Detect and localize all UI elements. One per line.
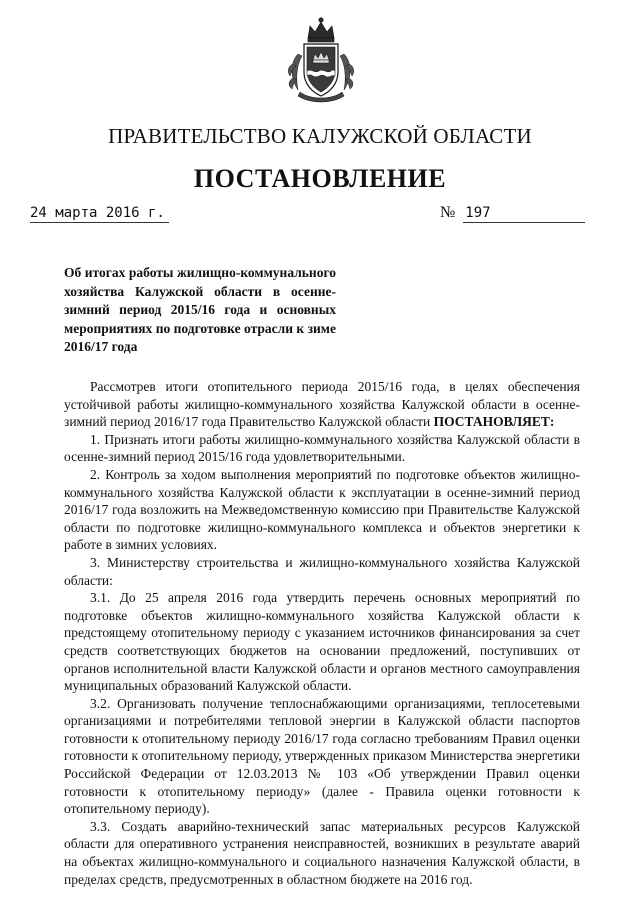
document-body bbox=[64, 378, 580, 888]
document-date: 24 марта 2016 г. bbox=[30, 205, 169, 223]
paragraph-3-2: 3.2. Организовать получение теплоснабжающими организациями, теплосетевыми организациями и потребителями тепловой энергии в Калужской области паспортов готовности к отопительному периоду 2016/17 года согласно требованиям Правил оценки готовности к отопительному периоду, утвержденных приказом Министерства энергетики Российской Федерации от 12.03.2013 № 103 «Об утверждении Правил оценки готовности к отопительному периоду» (далее - Правила оценки готовности к отопительному периоду). bbox=[64, 695, 580, 817]
number-sign: № bbox=[440, 204, 456, 221]
document-number-field bbox=[440, 204, 585, 223]
document-subject: Об итогах работы жилищно-коммунального хозяйства Калужской области в осенне-зимний период 2015/16 года и основных мероприятиях по подготовке отрасли к зиме 2016/17 года bbox=[64, 265, 336, 354]
paragraph-1: 1. Признать итоги работы жилищно-коммунального хозяйства Калужской области в осенне-зимний период 2015/16 года удовлетворительными. bbox=[64, 431, 580, 465]
government-title: ПРАВИТЕЛЬСТВО КАЛУЖСКОЙ ОБЛАСТИ bbox=[108, 124, 532, 148]
preamble-paragraph bbox=[64, 378, 580, 431]
document-type: ПОСТАНОВЛЕНИЕ bbox=[193, 164, 447, 193]
preamble-text: Рассмотрев итоги отопительного периода 2015/16 года, в целях обеспечения устойчивой работы жилищно-коммунального хозяйства Калужской области в осенне-зимний период 2016/17 года Правительство Калужской области bbox=[64, 379, 580, 430]
document-number: 197 bbox=[463, 204, 585, 223]
paragraph-3-1: 3.1. До 25 апреля 2016 года утвердить перечень основных мероприятий по подготовке объектов жилищно-коммунального хозяйства Калужской области к предстоящему отопительному периоду с указанием источников финансирования за счет средств соответствующих бюджетов на основании предложений, поступивших от органов исполнительной власти Калужской области и органов местного самоуправления муниципальных образований Калужской области. bbox=[64, 590, 580, 694]
paragraph-3-3: 3.3. Создать аварийно-технический запас материальных ресурсов Калужской области для оперативного устранения неисправностей, возникших в результате аварий на объектах жилищно-коммунального и социального назначения Калужской области, в пределах средств, предусмотренных в областном бюджете на 2016 год. bbox=[64, 818, 580, 887]
kaluga-coat-of-arms-icon bbox=[284, 14, 358, 104]
decree-word: ПОСТАНОВЛЯЕТ: bbox=[433, 414, 555, 430]
paragraph-2: 2. Контроль за ходом выполнения мероприятий по подготовке объектов жилищно-коммунального хозяйства Калужской области к эксплуатации в осенне-зимний период 2016/17 года возложить на Межведомственную комиссию при Правительстве Калужской области по подготовке жилищно-коммунального комплекса и объектов энергетики к работе в зимних условиях. bbox=[64, 466, 580, 553]
paragraph-3: 3. Министерству строительства и жилищно-коммунального хозяйства Калужской области: bbox=[64, 554, 580, 588]
